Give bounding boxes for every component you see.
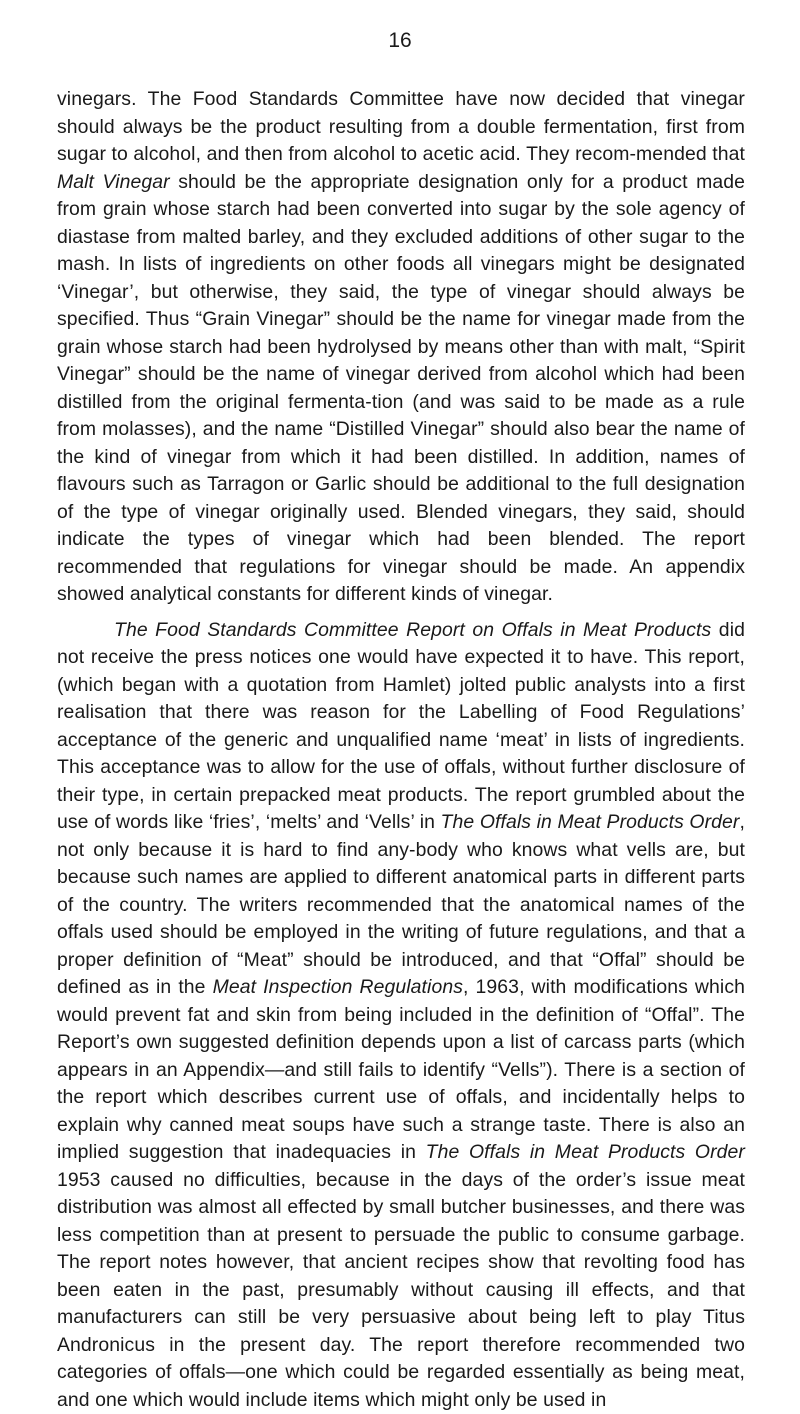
italic-regulations-title: Meat Inspection Regulations [213,976,463,998]
text-run: , 1963, with modifications which would prevent fat and skin from being included in the definition of “Offal”. The Report’s own suggested definition depends upon a list of carcass parts (which appears in an Appendix—and still fails to identify “Vells”). There is a section of the report which describes current use of offals, and incidentally helps to explain why canned meat soups have such a strange taste. There is also an implied suggestion that inadequacies in [57,976,745,1163]
page-number: 16 [0,28,800,54]
text-run: should be the appropriate designation only for a product made from grain whose starch had been converted into sugar by the sole agency of diastase from malted barley, and they excluded additions of other sugar to the mash. In lists of ingredients on other foods all vinegars might be designated ‘Vinegar’, but otherwise, they said, the type of vinegar should always be specified. Thus “Grain Vinegar” should be the name for vinegar made from the grain whose starch had been hydrolysed by means other than with malt, “Spirit Vinegar” should be the name of vinegar derived from alcohol which had been distilled from the original fermenta-tion (and was said to be made as a rule from molasses), and the name “Distilled Vinegar” should also bear the name of the kind of vinegar from which it had been distilled. In addition, names of flavours such as Tarragon or Garlic should be additional to the full designation of the type of vinegar originally used. Blended vinegars, they said, should indicate the types of vinegar which had been blended. The report recommended that regulations for vinegar should be made. An appendix showed analytical constants for different kinds of vinegar. [57,171,745,606]
text-run: did not receive the press notices one would have expected it to have. This report, (which began with a quotation from Hamlet) jolted public analysts into a first realisation that there was reason for the Labelling of Food Regulations’ acceptance of the generic and unqualified name ‘meat’ in lists of ingredients. This acceptance was to allow for the use of offals, without further disclosure of their type, in certain prepacked meat products. The report grumbled about the use of words like ‘fries’, ‘melts’ and ‘Vells’ in [57,619,745,834]
italic-order-title: The Offals in Meat Products Order [441,811,740,833]
text-run: 1953 caused no difficulties, because in the days of the order’s issue meat distribution was almost all effected by small butcher businesses, and there was less competition than at present to persuade the public to consume garbage. The report notes however, that ancient recipes show that revolting food has been eaten in the past, presumably without causing ill effects, and that manufacturers can still be very persuasive about being left to play Titus Andronicus in the present day. The report therefore recommended two categories of offals—one which could be regarded essentially as being meat, and one which would include items which might only be used in [57,1169,745,1411]
italic-term-malt-vinegar: Malt Vinegar [57,171,170,193]
paragraph-offals [57,617,745,1414]
italic-report-title: The Food Standards Committee Report on Offals in Meat Products [114,619,711,641]
italic-order-title: The Offals in Meat Products Order [426,1141,745,1163]
body-text [57,86,745,1414]
text-run: vinegars. The Food Standards Committee have now decided that vinegar should always be the product resulting from a double fermentation, first from sugar to alcohol, and then from alcohol to acetic acid. They recom-mended that [57,88,745,165]
paragraph-vinegar [57,86,745,609]
text-run: , not only because it is hard to find any-body who knows what vells are, but because such names are applied to different anatomical parts in different parts of the country. The writers recommended that the anatomical names of the offals used should be employed in the writing of future regulations, and that a proper definition of “Meat” should be introduced, and that “Offal” should be defined as in the [57,811,745,998]
